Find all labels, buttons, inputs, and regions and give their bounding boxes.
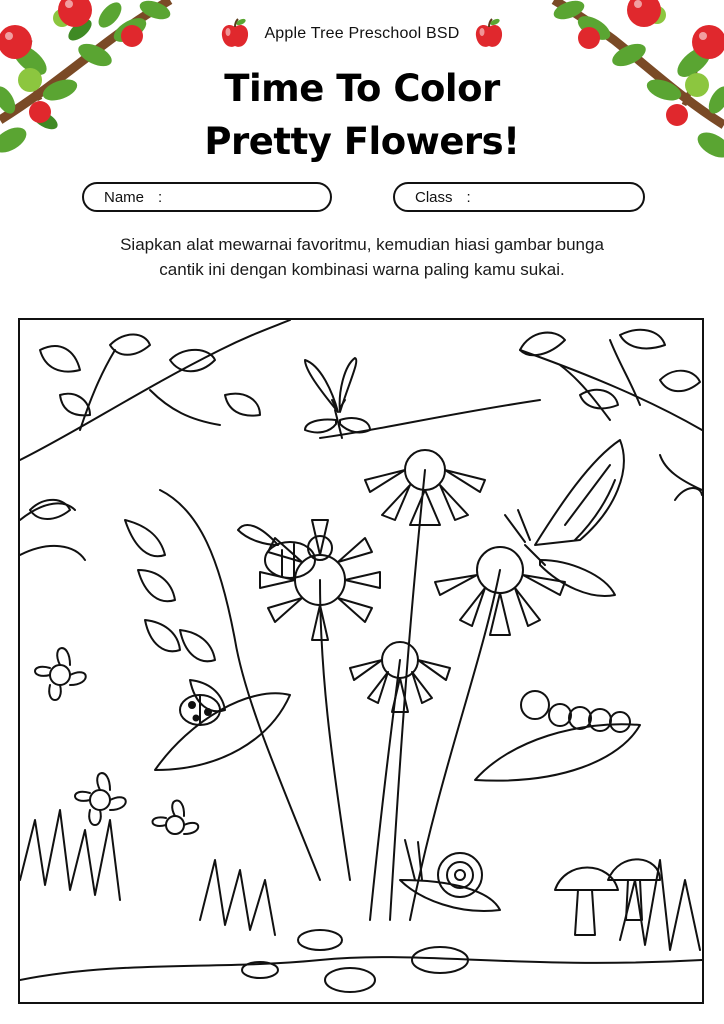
daisy-flowers [260, 450, 565, 920]
coloring-frame [18, 318, 704, 1004]
tree-branch-right [520, 330, 702, 500]
school-header [0, 16, 724, 52]
apple-icon [220, 18, 250, 50]
name-label: Name [104, 188, 145, 206]
title-line-1: Time To Color [224, 67, 500, 110]
bluebell-flowers [125, 490, 320, 880]
grass [20, 810, 702, 992]
caterpillar [475, 691, 640, 781]
title-line-2: Pretty Flowers! [204, 120, 520, 163]
apple-icon [474, 18, 504, 50]
school-name: Apple Tree Preschool BSD [264, 25, 460, 42]
instructions-text [60, 232, 664, 282]
wild-flowers-left [35, 648, 198, 834]
tree-branch-left [20, 320, 290, 560]
instructions-line-2: cantik ini dengan kombinasi warna paling kamu sukai. [159, 260, 565, 279]
ladybug [155, 693, 290, 770]
bee [238, 525, 332, 578]
coloring-page-illustration [20, 320, 702, 1002]
instructions-line-1: Siapkan alat mewarnai favoritmu, kemudian hiasi gambar bunga [120, 235, 604, 254]
class-field[interactable] [393, 182, 645, 212]
class-separator: : [466, 188, 471, 206]
name-field[interactable] [82, 182, 332, 212]
butterfly-small [305, 358, 540, 438]
class-label: Class [415, 188, 453, 206]
page-title [0, 62, 724, 168]
name-separator: : [158, 188, 163, 206]
mushrooms [555, 859, 660, 935]
